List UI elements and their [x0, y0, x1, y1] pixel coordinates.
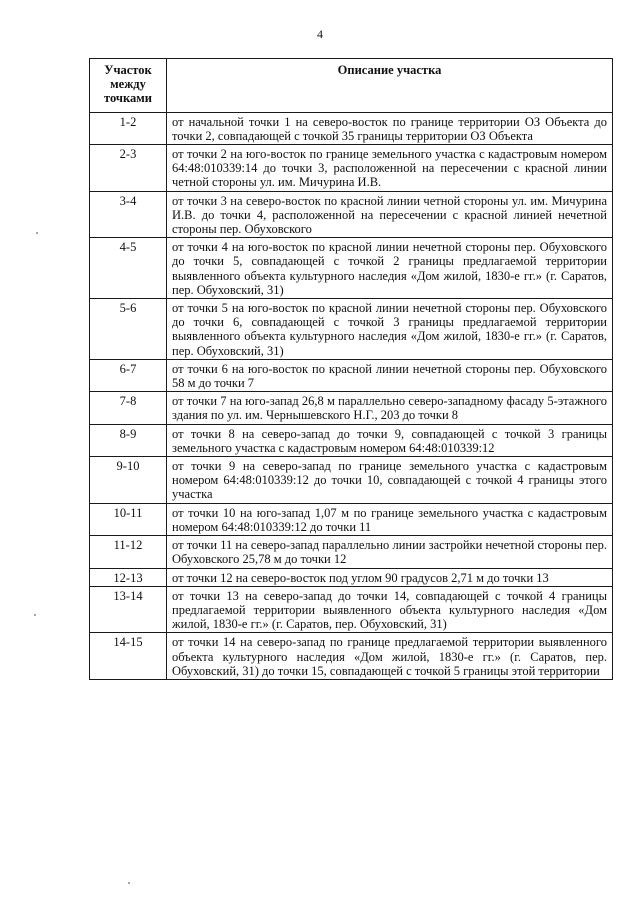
segment-description: от точки 2 на юго-восток по границе земельного участка с кадастровым номером 64:48:010339:14 до точки 3, расположенной на пересечении с красной линии четной стороны ул. им. Мичурина И.В.	[167, 145, 613, 192]
segment-id: 4-5	[90, 238, 167, 299]
segment-id: 6-7	[90, 359, 167, 391]
segment-id: 1-2	[90, 112, 167, 144]
segment-id: 11-12	[90, 536, 167, 568]
segment-description: от точки 4 на юго-восток по красной линии нечетной стороны пер. Обуховского до точки 5, совпадающей с точкой 2 границы предлагаемой территории выявленного объекта культурного наследия «Дом жилой, 1830-е гг.» (г. Саратов, пер. Обуховский, 31)	[167, 238, 613, 299]
header-description: Описание участка	[167, 59, 613, 113]
table-row	[90, 457, 613, 504]
segment-description: от точки 3 на северо-восток по красной линии четной стороны ул. им. Мичурина И.В. до точки 4, расположенной на пересечении с красной линией нечетной стороны пер. Обуховского	[167, 191, 613, 238]
segment-id: 14-15	[90, 633, 167, 680]
segment-description: от точки 11 на северо-запад параллельно линии застройки нечетной стороны пер. Обуховского 25,78 м до точки 12	[167, 536, 613, 568]
segment-description: от точки 7 на юго-запад 26,8 м параллельно северо-западному фасаду 5-этажного здания по ул. им. Чернышевского Н.Г., 203 до точки 8	[167, 392, 613, 424]
table-row	[90, 392, 613, 424]
segment-description: от точки 13 на северо-запад до точки 14, совпадающей с точкой 4 границы предлагаемой территории выявленного объекта культурного наследия «Дом жилой, 1830-е гг.» (г. Саратов, пер. Обуховский, 31)	[167, 586, 613, 633]
segment-description: от точки 9 на северо-запад по границе земельного участка с кадастровым номером 64:48:010339:12 до точки 10, совпадающей с точкой 4 границы этого участка	[167, 457, 613, 504]
segment-id: 10-11	[90, 503, 167, 535]
segment-id: 5-6	[90, 299, 167, 360]
table-row	[90, 586, 613, 633]
segment-description: от точки 10 на юго-запад 1,07 м по границе земельного участка с кадастровым номером 64:48:010339:12 до точки 11	[167, 503, 613, 535]
segment-description: от точки 12 на северо-восток под углом 90 градусов 2,71 м до точки 13	[167, 568, 613, 586]
header-segment: Участок между точками	[90, 59, 167, 113]
segment-id: 3-4	[90, 191, 167, 238]
segment-id: 9-10	[90, 457, 167, 504]
scan-speck	[36, 232, 38, 234]
segment-id: 7-8	[90, 392, 167, 424]
table-row	[90, 503, 613, 535]
segment-description: от точки 14 на северо-запад по границе предлагаемой территории выявленного объекта культурного наследия «Дом жилой, 1830-е гг.» (г. Саратов, пер. Обуховский, 31) до точки 15, совпадающей с точкой 5 границы этой территории	[167, 633, 613, 680]
segment-id: 8-9	[90, 424, 167, 456]
segment-id: 13-14	[90, 586, 167, 633]
segment-description: от начальной точки 1 на северо-восток по границе территории ОЗ Объекта до точки 2, совпадающей с точкой 35 границы территории ОЗ Объекта	[167, 112, 613, 144]
boundary-segments-table	[89, 58, 613, 680]
table-row	[90, 536, 613, 568]
table-header-row	[90, 59, 613, 113]
table-row	[90, 424, 613, 456]
table-row	[90, 299, 613, 360]
table-row	[90, 112, 613, 144]
table-row	[90, 568, 613, 586]
page-number: 4	[317, 27, 323, 41]
table-row	[90, 145, 613, 192]
table-row	[90, 359, 613, 391]
table-row	[90, 633, 613, 680]
scan-speck	[34, 614, 36, 616]
segment-id: 2-3	[90, 145, 167, 192]
segment-description: от точки 8 на северо-запад до точки 9, совпадающей с точкой 3 границы земельного участка с кадастровым номером 64:48:010339:12	[167, 424, 613, 456]
scan-speck	[128, 882, 130, 884]
segment-description: от точки 6 на юго-восток по красной линии нечетной стороны пер. Обуховского 58 м до точки 7	[167, 359, 613, 391]
table-row	[90, 191, 613, 238]
segment-description: от точки 5 на юго-восток по красной линии нечетной стороны пер. Обуховского до точки 6, совпадающей с точкой 3 границы предлагаемой территории выявленного объекта культурного наследия «Дом жилой, 1830-е гг.» (г. Саратов, пер. Обуховский, 31)	[167, 299, 613, 360]
segment-id: 12-13	[90, 568, 167, 586]
table-row	[90, 238, 613, 299]
